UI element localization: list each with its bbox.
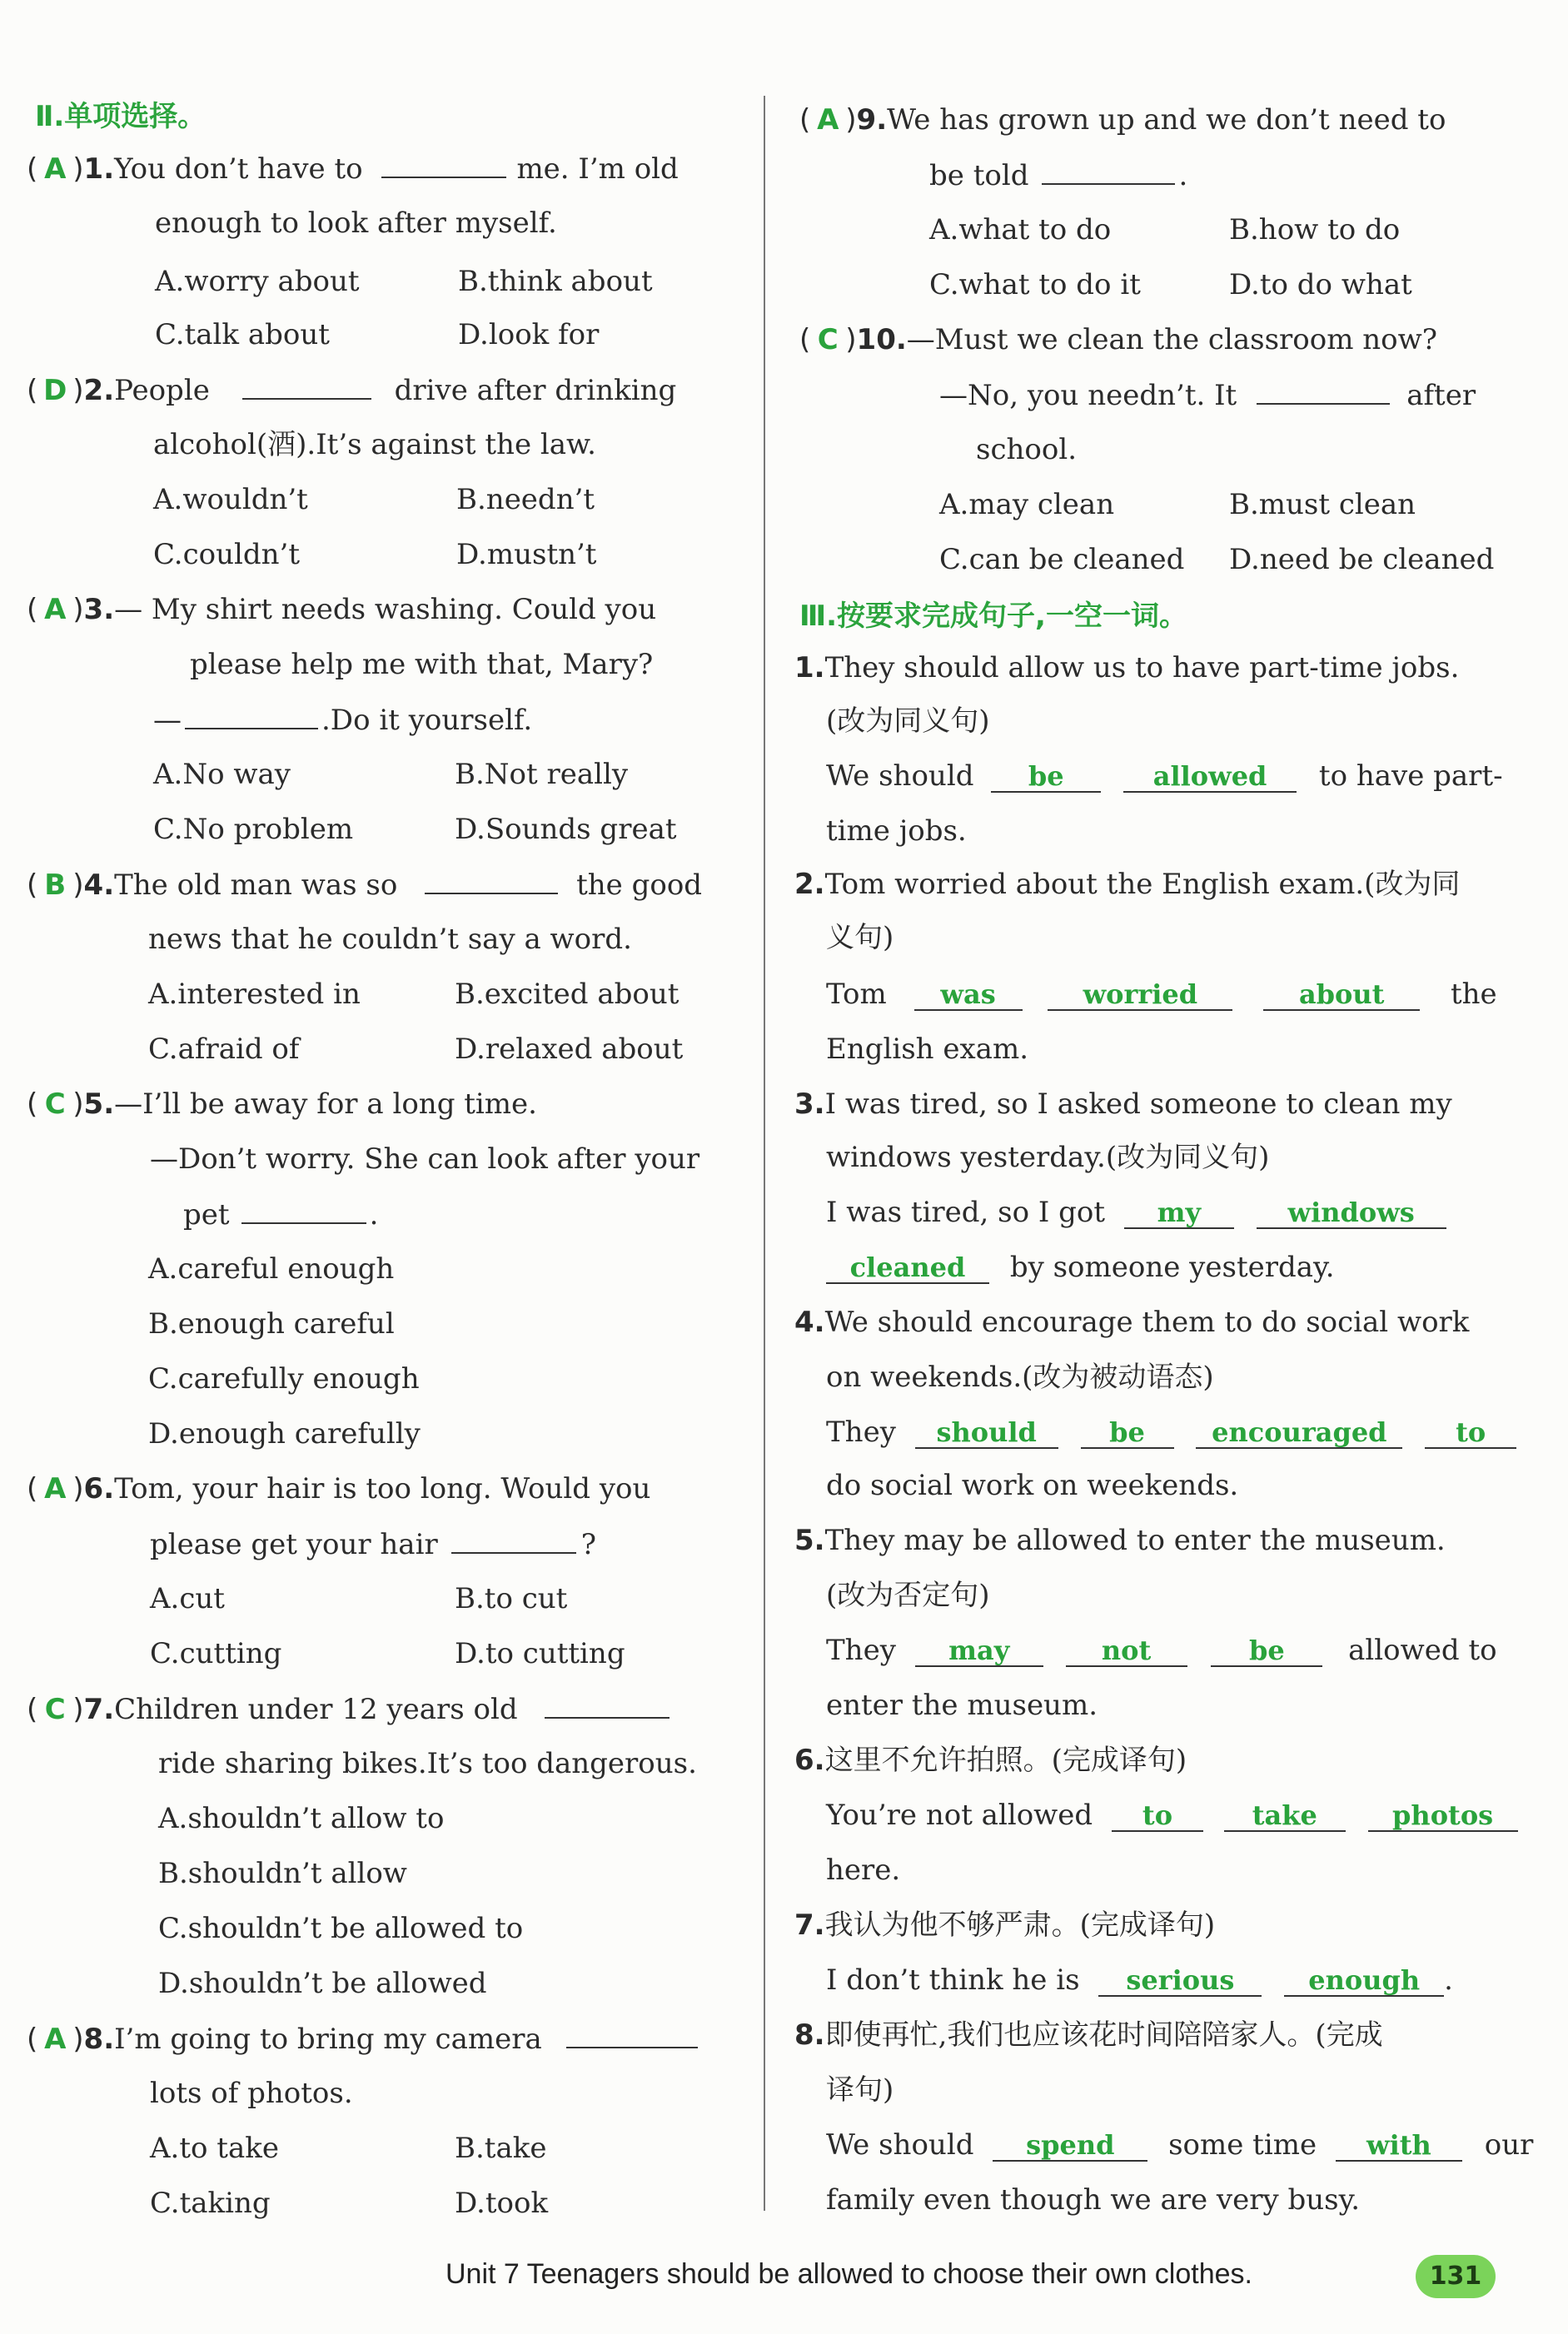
fill-answer: should xyxy=(915,1417,1058,1449)
answer-line: They may not be allowed to xyxy=(826,1634,1497,1667)
option: B.think about xyxy=(458,265,653,298)
answer-line: You’re not allowed to take photos xyxy=(826,1799,1518,1832)
question-2: ( D )2.People drive after drinking xyxy=(27,374,677,407)
fill-answer: take xyxy=(1224,1800,1346,1832)
fill-answer: be xyxy=(1081,1417,1174,1449)
option: C.carefully enough xyxy=(148,1362,420,1396)
answer-line: enter the museum. xyxy=(826,1689,1098,1722)
section-2-title: Ⅱ.单项选择。 xyxy=(35,100,207,133)
fill-answer: about xyxy=(1263,979,1420,1011)
instruction: windows yesterday.(改为同义句) xyxy=(826,1141,1270,1174)
option: D.shouldn’t be allowed xyxy=(158,1967,487,2000)
option: B.needn’t xyxy=(456,483,595,516)
option: C.shouldn’t be allowed to xyxy=(158,1912,524,1945)
option: D.look for xyxy=(458,318,600,351)
fill-answer: not xyxy=(1066,1635,1187,1667)
option: D.enough carefully xyxy=(148,1417,421,1451)
answer-line: We should spend some time with our xyxy=(826,2128,1534,2162)
page-footer: Unit 7 Teenagers should be allowed to choose their own clothes. xyxy=(446,2258,1252,2290)
blank xyxy=(242,373,371,400)
answer-line: They should be encouraged to xyxy=(826,1416,1516,1449)
option: A.worry about xyxy=(155,265,360,298)
fill-answer: serious xyxy=(1098,1965,1262,1997)
blank xyxy=(566,2022,698,2048)
fill-answer: to xyxy=(1425,1417,1516,1449)
blank xyxy=(185,703,318,729)
blank xyxy=(425,868,558,894)
option: D.relaxed about xyxy=(455,1033,684,1066)
option: A.to take xyxy=(150,2132,279,2165)
fill-answer: may xyxy=(915,1635,1043,1667)
fill-answer: be xyxy=(991,761,1101,793)
instruction: 译句) xyxy=(826,2073,894,2107)
answer-line: time jobs. xyxy=(826,814,967,848)
option: C.talk about xyxy=(155,318,330,351)
answer-line: do social work on weekends. xyxy=(826,1469,1239,1502)
answer-line: We should be allowed to have part- xyxy=(826,759,1503,793)
answer-1: A xyxy=(44,152,67,186)
answer-10: C xyxy=(817,323,839,356)
answer-line: here. xyxy=(826,1854,901,1887)
sentence-8: 8.即使再忙,我们也应该花时间陪陪家人。(完成 xyxy=(794,2018,1383,2052)
fill-answer: cleaned xyxy=(826,1252,989,1284)
section-3-title: Ⅲ.按要求完成句子,一空一词。 xyxy=(799,600,1187,633)
question-5: ( C )5.—I’ll be away for a long time. xyxy=(27,1087,537,1121)
fill-answer: to xyxy=(1112,1800,1203,1832)
option: B.excited about xyxy=(455,978,679,1011)
question-text: enough to look after myself. xyxy=(155,207,557,240)
option: D.took xyxy=(455,2187,549,2220)
question-3: ( A )3.— My shirt needs washing. Could you xyxy=(27,593,657,626)
blank xyxy=(381,152,506,178)
option: D.mustn’t xyxy=(456,538,597,571)
question-8: ( A )8.I’m going to bring my camera xyxy=(27,2022,698,2056)
page-number: 131 xyxy=(1416,2255,1496,2298)
question-text: news that he couldn’t say a word. xyxy=(148,923,632,956)
instruction: (改为同义句) xyxy=(826,704,990,738)
option: A.wouldn’t xyxy=(153,483,308,516)
question-text: be told . xyxy=(929,159,1188,192)
fill-answer: encouraged xyxy=(1196,1417,1402,1449)
option: B.how to do xyxy=(1229,213,1401,246)
question-6: ( A )6.Tom, your hair is too long. Would you xyxy=(27,1472,651,1505)
blank xyxy=(545,1692,670,1719)
sentence-6: 6.这里不允许拍照。(完成译句) xyxy=(794,1744,1187,1777)
option: B.take xyxy=(455,2132,547,2165)
answer-3: A xyxy=(44,593,67,626)
option: A.shouldn’t allow to xyxy=(158,1802,445,1835)
fill-answer: allowed xyxy=(1123,761,1297,793)
answer-line: I don’t think he is serious enough . xyxy=(826,1963,1453,1997)
answer-line: I was tired, so I got my windows xyxy=(826,1196,1446,1229)
question-text: pet . xyxy=(183,1198,379,1232)
option: C.cutting xyxy=(150,1637,282,1670)
question-text: lots of photos. xyxy=(150,2077,353,2110)
question-text: —Don’t worry. She can look after your xyxy=(150,1142,700,1176)
answer-4: B xyxy=(44,868,67,902)
question-text: alcohol(酒).It’s against the law. xyxy=(153,428,596,461)
option: A.cut xyxy=(150,1582,225,1615)
answer-line: Tom was worried about the xyxy=(826,978,1497,1011)
option: B.enough careful xyxy=(148,1307,395,1341)
fill-answer: photos xyxy=(1368,1800,1518,1832)
answer-line: cleaned by someone yesterday. xyxy=(826,1251,1335,1284)
column-divider xyxy=(764,96,765,2211)
instruction: 义句) xyxy=(826,921,894,954)
answer-5: C xyxy=(44,1087,66,1121)
fill-answer: spend xyxy=(993,2130,1147,2162)
question-10: ( C )10.—Must we clean the classroom now? xyxy=(799,323,1437,356)
option: C.what to do it xyxy=(929,268,1141,301)
question-text: — .Do it yourself. xyxy=(153,704,533,737)
option: B.Not really xyxy=(455,758,629,791)
fill-answer: my xyxy=(1124,1197,1234,1229)
option: D.to do what xyxy=(1229,268,1412,301)
question-text: please get your hair ? xyxy=(150,1528,596,1561)
option: B.to cut xyxy=(455,1582,568,1615)
answer-line: English exam. xyxy=(826,1033,1028,1066)
option: C.No problem xyxy=(153,813,354,846)
fill-answer: be xyxy=(1211,1635,1322,1667)
answer-7: C xyxy=(44,1693,66,1726)
answer-9: A xyxy=(817,103,839,137)
blank xyxy=(451,1527,576,1554)
option: A.careful enough xyxy=(148,1252,395,1286)
instruction: on weekends.(改为被动语态) xyxy=(826,1361,1214,1394)
sentence-4: 4.We should encourage them to do social work xyxy=(794,1306,1470,1339)
question-9: ( A )9.We has grown up and we don’t need to xyxy=(799,103,1446,137)
option: A.No way xyxy=(153,758,291,791)
fill-answer: was xyxy=(914,979,1023,1011)
fill-answer: worried xyxy=(1048,979,1232,1011)
fill-answer: windows xyxy=(1257,1197,1446,1229)
blank xyxy=(1042,158,1175,185)
answer-2: D xyxy=(43,374,67,407)
sentence-2: 2.Tom worried about the English exam.(改为同 xyxy=(794,868,1461,901)
option: A.may clean xyxy=(939,488,1115,521)
answer-6: A xyxy=(44,1472,67,1505)
option: D.need be cleaned xyxy=(1229,543,1495,576)
instruction: (改为否定句) xyxy=(826,1579,990,1612)
option: C.afraid of xyxy=(148,1033,300,1066)
option: B.must clean xyxy=(1229,488,1416,521)
blank xyxy=(241,1197,366,1224)
question-4: ( B )4.The old man was so the good xyxy=(27,868,703,902)
fill-answer: enough xyxy=(1284,1965,1444,1997)
option: C.couldn’t xyxy=(153,538,301,571)
answer-line: family even though we are very busy. xyxy=(826,2183,1361,2217)
question-text: please help me with that, Mary? xyxy=(190,648,654,681)
option: D.Sounds great xyxy=(455,813,677,846)
sentence-5: 5.They may be allowed to enter the museum. xyxy=(794,1524,1446,1557)
question-text: school. xyxy=(976,433,1078,466)
sentence-3: 3.I was tired, so I asked someone to clean my xyxy=(794,1087,1452,1121)
blank xyxy=(1257,378,1390,405)
option: D.to cutting xyxy=(455,1637,625,1670)
option: A.what to do xyxy=(929,213,1112,246)
sentence-7: 7.我认为他不够严肃。(完成译句) xyxy=(794,1909,1216,1942)
fill-answer: with xyxy=(1336,2130,1462,2162)
option: C.can be cleaned xyxy=(939,543,1185,576)
question-1: ( A )1.You don’t have to me. I’m old xyxy=(27,152,679,186)
sentence-1: 1.They should allow us to have part-time jobs. xyxy=(794,651,1460,684)
option: A.interested in xyxy=(148,978,361,1011)
option: C.taking xyxy=(150,2187,271,2220)
question-text: ride sharing bikes.It’s too dangerous. xyxy=(158,1747,697,1780)
answer-8: A xyxy=(44,2023,67,2056)
question-7: ( C )7.Children under 12 years old xyxy=(27,1692,670,1726)
question-text: —No, you needn’t. It after xyxy=(939,379,1476,412)
option: B.shouldn’t allow xyxy=(158,1857,407,1890)
